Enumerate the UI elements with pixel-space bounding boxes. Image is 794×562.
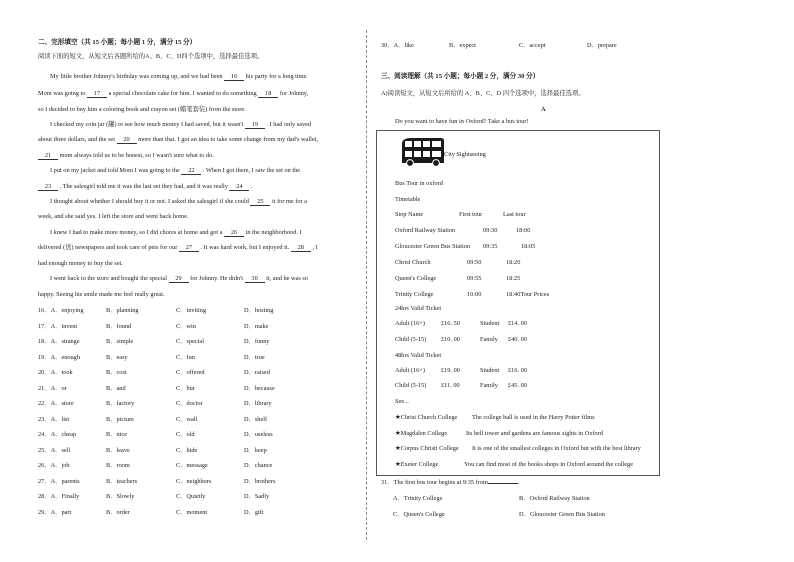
timetable-header: First tour [459, 211, 483, 218]
passage-text: My little brother Johnny's birthday was coming up, and we had been [50, 73, 223, 80]
timetable-cell: Trinity College [395, 291, 434, 298]
question-31-stem [381, 479, 519, 487]
passage-text: a special chocolate cake for him. I wanted to do something [108, 90, 257, 97]
passage-line [38, 213, 189, 221]
passage-text: . [251, 183, 253, 190]
option-21-d[interactable]: D．because [244, 384, 275, 392]
sight-name: ★Christ Church College [395, 414, 458, 421]
blank-17[interactable]: 17 [87, 90, 107, 98]
passage-line [38, 260, 123, 268]
option-27-b[interactable]: B．teachers [106, 477, 138, 485]
option-25-b[interactable]: B．leave [106, 446, 130, 454]
passage-text: it, and he was so [266, 275, 308, 282]
timetable-cell: Queen's College [395, 275, 437, 282]
passage-text: had enough money to buy the set. [38, 260, 123, 267]
blank-26[interactable]: 26 [224, 229, 244, 237]
question-31-blank[interactable] [488, 483, 518, 484]
sight-description: It is one of the smallest colleges in Oxford but with the best library [472, 445, 641, 452]
option-28-a[interactable]: 28．A．Finally [38, 493, 80, 500]
blank-23[interactable]: 23 [38, 183, 58, 191]
option-23-b[interactable]: B．picture [106, 415, 134, 423]
timetable-cell: 09:55 [467, 275, 482, 282]
passage-line [38, 106, 246, 114]
passage-text: for Johnny. He didn't [190, 275, 243, 282]
passage-text: in the neighborhood. I [245, 229, 302, 236]
passage-text: I thought about whether I should buy it or not. I asked the salesgirl if she could [50, 198, 249, 205]
timetable-cell: 18:20 [506, 259, 521, 266]
box-title: City Sightseeing [444, 151, 486, 158]
price-cell: £16. 50 [441, 320, 460, 327]
timetable-header: Stop Name [395, 211, 424, 218]
price-cell: £40. 00 [508, 336, 527, 343]
passage-line [38, 291, 165, 299]
passage-line [50, 121, 311, 129]
passage-line [50, 229, 302, 237]
price-cell: Child (5-15) [395, 336, 427, 343]
price-cell: £14. 00 [508, 320, 527, 327]
option-24-a[interactable]: 24．A．cheap [38, 431, 77, 438]
option-20-b[interactable]: B．cost [106, 369, 127, 376]
passage-text: . When I got there, I saw the set on the [202, 167, 301, 174]
option-22-c[interactable]: C．doctor [176, 400, 203, 407]
option-17-b[interactable]: B．found [106, 322, 132, 330]
option-16-d[interactable]: D．hosting [244, 307, 274, 314]
blank-29[interactable]: 29 [169, 275, 189, 283]
option-17-c[interactable]: C．win [176, 322, 196, 330]
price-cell: Student [480, 367, 500, 374]
timetable-cell: 18:25 [506, 275, 521, 282]
option-26-b[interactable]: B．room [106, 462, 130, 469]
option-21-a[interactable]: 21．A．or [38, 384, 67, 392]
passage-text: , I [312, 244, 318, 251]
passage-text: I knew I had to make more money, so I did chores at home and got a [50, 229, 223, 236]
passage-text: I put on my jacket and told Mom I was going to the [50, 167, 180, 174]
timetable-cell: 18:00 [516, 227, 531, 234]
blank-19[interactable]: 19 [245, 121, 265, 129]
option-21-b[interactable]: B．and [106, 384, 126, 392]
option-30-c[interactable]: C．accept [519, 42, 546, 49]
blank-18[interactable]: 18 [258, 90, 278, 98]
option-27-c[interactable]: C．neighbors [176, 477, 212, 485]
option-25-d[interactable]: D．keep [244, 446, 267, 454]
passage-text: week, and she said yes. I left the store and went back home. [38, 213, 189, 220]
option-30-d[interactable]: D．prepare [587, 42, 617, 49]
passage-letter: A [541, 106, 546, 113]
passage-text: happy. Seeing his smile made me feel really great. [38, 291, 165, 298]
option-25-c[interactable]: C．hide [176, 446, 198, 454]
option-20-a[interactable]: 20．A．took [38, 369, 73, 376]
option-18-d[interactable]: D．funny [244, 338, 270, 345]
price-cell: Family [480, 382, 498, 389]
price-cell: £19. 00 [441, 367, 460, 374]
price-cell: Student [480, 320, 500, 327]
blank-27[interactable]: 27 [179, 244, 199, 252]
option-26-a[interactable]: 26．A．job [38, 462, 70, 469]
passage-text: for Johnny, [279, 90, 309, 97]
option-28-c[interactable]: C．Quietly [176, 493, 206, 500]
price-cell: Child (5-15) [395, 382, 427, 389]
option-23-a[interactable]: 23．A．list [38, 415, 70, 423]
passage-line [50, 73, 308, 81]
option-16-b[interactable]: B．planning [106, 307, 139, 314]
option-29-b[interactable]: B．order [106, 508, 130, 516]
option-28-d[interactable]: D．Sadly [244, 493, 270, 500]
price-cell: £16. 00 [508, 367, 527, 374]
option-22-b[interactable]: B．factory [106, 400, 135, 407]
option-19-d[interactable]: D．true [244, 353, 265, 361]
passage-line [38, 152, 214, 160]
price-cell: Family [480, 336, 498, 343]
option-16-a[interactable]: 16．A．enjoying [38, 307, 84, 314]
column-divider [366, 30, 367, 540]
option-22-d[interactable]: D．library [244, 400, 272, 407]
option-31-a[interactable]: A．Trinity College [393, 495, 443, 502]
blank-24[interactable]: 24 [229, 183, 249, 191]
passage-line [50, 198, 307, 206]
timetable-cell: 09:35 [483, 243, 498, 250]
passage-text: Mom was going to [38, 90, 86, 97]
option-24-d[interactable]: D．useless [244, 431, 273, 438]
price-cell: £10. 00 [441, 336, 460, 343]
reading-instruction: A)阅读短文，从短文后所给的 A、B、C、D 四个选项中，选择最佳选项。 [381, 90, 585, 97]
option-29-a[interactable]: 29．A．part [38, 508, 72, 516]
passage-line [38, 183, 253, 191]
option-30-a[interactable]: 30．A．like [381, 42, 414, 49]
passage-text: more than that. I got an idea to take some change from my dad's wallet, [138, 136, 318, 143]
timetable-header: Last tour [503, 211, 526, 218]
option-23-d[interactable]: D．shelf [244, 415, 268, 423]
question-31-stem-end: . [517, 479, 520, 486]
option-29-c[interactable]: C．moment [176, 508, 208, 516]
blank-25[interactable]: 25 [250, 198, 270, 206]
option-24-b[interactable]: B．nice [106, 431, 127, 438]
timetable-cell: Gloucester Green Bus Station [395, 243, 471, 250]
option-26-c[interactable]: C．message [176, 462, 208, 469]
sight-description: You can find most of the books shops in Oxford around the college [464, 460, 634, 468]
price-cell: Adult (16+) [395, 367, 425, 374]
passage-text: . The salesgirl told me it was the last set they had, and it was really [59, 183, 228, 190]
question-31-stem-text: 31．The first bus tour begins at 9:35 from [381, 479, 488, 486]
blank-28[interactable]: 28 [291, 244, 311, 252]
sight-description: The college hall is used in the Harry Potter films [472, 414, 595, 421]
timetable-cell: 09:50 [467, 259, 482, 266]
double-decker-bus-icon [399, 137, 445, 167]
option-19-a[interactable]: 19．A．enough [38, 353, 80, 361]
blank-20[interactable]: 20 [117, 136, 137, 144]
cloze-instruction: 阅读下面的短文，从短文后各题所给的A、B、C、D四个选项中，选择最佳选项。 [38, 53, 264, 60]
price-cell: Adult (16+) [395, 320, 425, 327]
passage-text: so I decided to buy him a coloring book and crayon set (蜡笔套装) from the store. [38, 106, 246, 113]
passage-line [38, 136, 318, 144]
option-17-a[interactable]: 17．A．invent [38, 322, 78, 330]
option-19-c[interactable]: C．fun [176, 353, 195, 361]
option-24-c[interactable]: C．old [176, 431, 195, 438]
timetable-cell: 09:30 [483, 227, 498, 234]
blank-22[interactable]: 22 [181, 167, 201, 175]
blank-16[interactable]: 16 [224, 73, 244, 81]
option-25-a[interactable]: 25．A．sell [38, 446, 71, 454]
passage-text: about three dollars, and the set [38, 136, 115, 143]
see-label: See... [395, 398, 409, 405]
ticket-48h-label: 48hrs Valid Ticket [395, 352, 442, 359]
option-28-b[interactable]: B．Slowly [106, 493, 135, 500]
price-cell: £45. 00 [508, 382, 527, 389]
option-17-d[interactable]: D．make [244, 322, 269, 330]
passage-text: it for me for a [272, 198, 307, 205]
box-subtitle: Bus Tour in oxford [395, 180, 443, 187]
sight-name: ★Exeter College [395, 460, 439, 468]
passage-line [38, 244, 318, 252]
timetable-cell: Oxford Railway Station [395, 227, 456, 234]
option-31-d[interactable]: D．Gloucester Green Bus Station [519, 511, 605, 518]
option-21-c[interactable]: C．but [176, 384, 195, 392]
option-20-d[interactable]: D．raised [244, 369, 270, 376]
sight-name: ★Corpus Christi College [395, 445, 459, 452]
timetable-cell: 10:00 [467, 291, 482, 298]
passage-text: I went back to the store and bought the special [50, 275, 167, 282]
passage-text: . I had only saved [266, 121, 312, 128]
passage-text: mom always told us to be honest, so I wasn't sure what to do. [59, 152, 214, 159]
passage-text: delivered (送) newspapers and took care of pets for our [38, 244, 178, 251]
reading-section-title: 三、阅读理解（共 15 小题；每小题 2 分，满分 30 分） [381, 73, 540, 80]
option-30-b[interactable]: B．expect [449, 42, 476, 49]
cloze-section-title: 二、完形填空（共 15 小题；每小题 1 分，满分 15 分） [38, 39, 197, 46]
option-22-a[interactable]: 22．A．store [38, 400, 74, 407]
blank-21[interactable]: 21 [38, 152, 58, 160]
sight-name: ★Magdalen College [395, 429, 447, 437]
option-26-d[interactable]: D．chance [244, 462, 273, 469]
option-23-c[interactable]: C．wall [176, 415, 198, 423]
passage-line [50, 167, 300, 175]
sight-description: Its bell tower and gardens are famous sights in Oxford [466, 429, 603, 437]
passage-text: . It was hard work, but I enjoyed it. [200, 244, 290, 251]
option-29-d[interactable]: D．gift [244, 508, 264, 516]
option-20-c[interactable]: C．offered [176, 369, 205, 376]
timetable-cell: 18:05 [521, 243, 536, 250]
timetable-label: Timetable [395, 196, 421, 203]
passage-text: I checked my coin jar (罐) to see how much money I had saved, but it wasn't [50, 121, 244, 128]
passage-text: his party for a long time. [245, 73, 308, 80]
timetable-cell: Christ Church [395, 259, 431, 266]
option-18-a[interactable]: 18．A．strange [38, 338, 80, 345]
option-18-b[interactable]: B．simple [106, 338, 134, 345]
price-cell: £11. 00 [441, 382, 460, 389]
option-19-b[interactable]: B．easy [106, 353, 128, 361]
option-27-a[interactable]: 27．A．parents [38, 477, 80, 485]
option-31-b[interactable]: B．Oxford Railway Station [519, 495, 590, 502]
blank-30[interactable]: 30 [245, 275, 265, 283]
option-27-d[interactable]: D．brothers [244, 477, 276, 485]
ticket-24h-label: 24hrs Valid Ticket [395, 305, 442, 312]
passage-line [50, 275, 308, 283]
passage-headline: Do you want to have fun in Oxford? Take a bus tour! [395, 118, 529, 125]
option-31-c[interactable]: C．Queen's College [393, 511, 445, 518]
option-16-c[interactable]: C．inviting [176, 307, 207, 314]
passage-line [38, 90, 308, 98]
option-18-c[interactable]: C．special [176, 338, 204, 345]
timetable-cell: 18:40Tour Prices [506, 291, 550, 298]
